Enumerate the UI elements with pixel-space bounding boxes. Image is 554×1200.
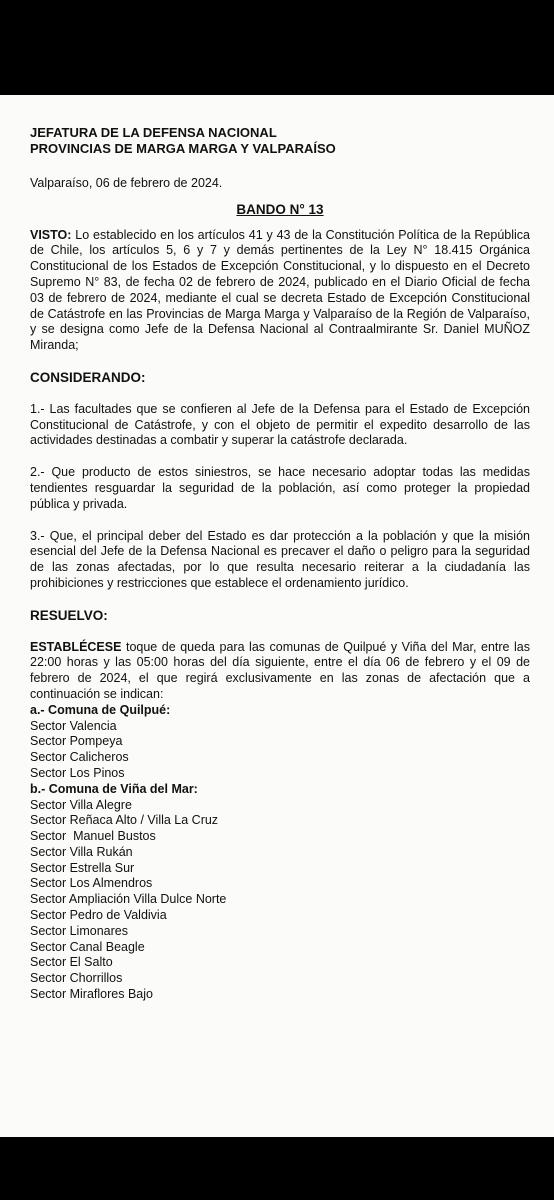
list-item: Sector Canal Beagle bbox=[30, 939, 145, 954]
document-content bbox=[30, 125, 530, 1003]
list-item: Sector Villa Rukán bbox=[30, 844, 133, 859]
resuelvo-paragraph bbox=[30, 640, 530, 703]
list-item: Sector Los Almendros bbox=[30, 876, 153, 891]
considerando-title: CONSIDERANDO: bbox=[30, 369, 146, 385]
list-item: Sector Estrella Sur bbox=[30, 860, 135, 875]
bottom-black-bar bbox=[0, 1137, 554, 1200]
list-item: Sector Calicheros bbox=[30, 750, 129, 765]
resuelvo-lead: ESTABLÉCESE bbox=[30, 639, 122, 654]
list-item: Sector Los Pinos bbox=[30, 765, 125, 780]
visto-paragraph bbox=[30, 228, 530, 354]
considerando-item-3: 3.- Que, el principal deber del Estado es dar protección a la población y que la misión esencial del Jefe de la Defensa Nacional es precaver el daño o peligro para la seguridad de las zonas afectadas, por lo que resulta necesario reiterar a la ciudadanía las prohibiciones y restricciones que establece el ordenamiento jurídico. bbox=[30, 528, 530, 590]
considerando-item-1: 1.- Las facultades que se confieren al Jefe de la Defensa para el Estado de Excepción Constitucional de Catástrofe, y con el objeto de permitir el expedito desarrollo de las actividades destinadas a combatir y superar la catástrofe declarada. bbox=[30, 401, 530, 448]
list-item: Sector Reñaca Alto / Villa La Cruz bbox=[30, 813, 219, 828]
list-item: Sector Villa Alegre bbox=[30, 797, 132, 812]
document-date: Valparaíso, 06 de febrero de 2024. bbox=[30, 176, 223, 190]
comuna-vina-title: b.- Comuna de Viña del Mar: bbox=[30, 781, 198, 796]
list-item: Sector Miraflores Bajo bbox=[30, 987, 153, 1002]
list-item: Sector Pedro de Valdivia bbox=[30, 908, 167, 923]
document-page bbox=[0, 95, 554, 1137]
list-item: Sector Valencia bbox=[30, 718, 117, 733]
header-line-2: PROVINCIAS DE MARGA MARGA Y VALPARAÍSO bbox=[30, 141, 336, 156]
top-black-bar bbox=[0, 0, 554, 95]
list-item: Sector Pompeya bbox=[30, 734, 123, 749]
vina-sector-list bbox=[30, 798, 530, 1003]
comuna-quilpue-title: a.- Comuna de Quilpué: bbox=[30, 702, 171, 717]
resuelvo-text: toque de queda para las comunas de Quilpué y Viña del Mar, entre las 22:00 horas y las 05:00 horas del día siguiente, entre el día 06 de febrero y el 09 de febrero de 2024, el que regirá exclusivamente en las zonas de afectación que a continuación se indican: bbox=[30, 639, 530, 701]
visto-label: VISTO: bbox=[30, 227, 72, 242]
quilpue-sector-list bbox=[30, 719, 530, 782]
considerando-item-2: 2.- Que producto de estos siniestros, se hace necesario adoptar todas las medidas tendientes resguardar la seguridad de la población, así como proteger la propiedad pública y privada. bbox=[30, 465, 530, 511]
list-item: Sector Chorrillos bbox=[30, 971, 123, 986]
list-item: Sector El Salto bbox=[30, 955, 113, 970]
list-item: Sector Limonares bbox=[30, 923, 128, 938]
list-item: Sector Ampliación Villa Dulce Norte bbox=[30, 892, 227, 907]
list-item: Sector Manuel Bustos bbox=[30, 829, 156, 844]
visto-text: Lo establecido en los artículos 41 y 43 de la Constitución Política de la República de Chile, los artículos 5, 6 y 7 y demás pertinentes de la Ley N° 18.415 Orgánica Constitucional de los Estados de Excepción Constitucional, y lo dispuesto en el Decreto Supremo N° 83, de fecha 02 de febrero de 2024, publicado en el Diario Oficial de fecha 03 de febrero de 2024, mediante el cual se decreta Estado de Excepción Constitucional de Catástrofe en las Provincias de Marga Marga y Valparaíso de la Región de Valparaíso, y se designa como Jefe de la Defensa Nacional al Contraalmirante Sr. Daniel MUÑOZ Miranda; bbox=[30, 227, 530, 353]
resuelvo-title: RESUELVO: bbox=[30, 607, 108, 623]
bando-title: BANDO N° 13 bbox=[236, 201, 324, 217]
header-line-1: JEFATURA DE LA DEFENSA NACIONAL bbox=[30, 125, 277, 140]
